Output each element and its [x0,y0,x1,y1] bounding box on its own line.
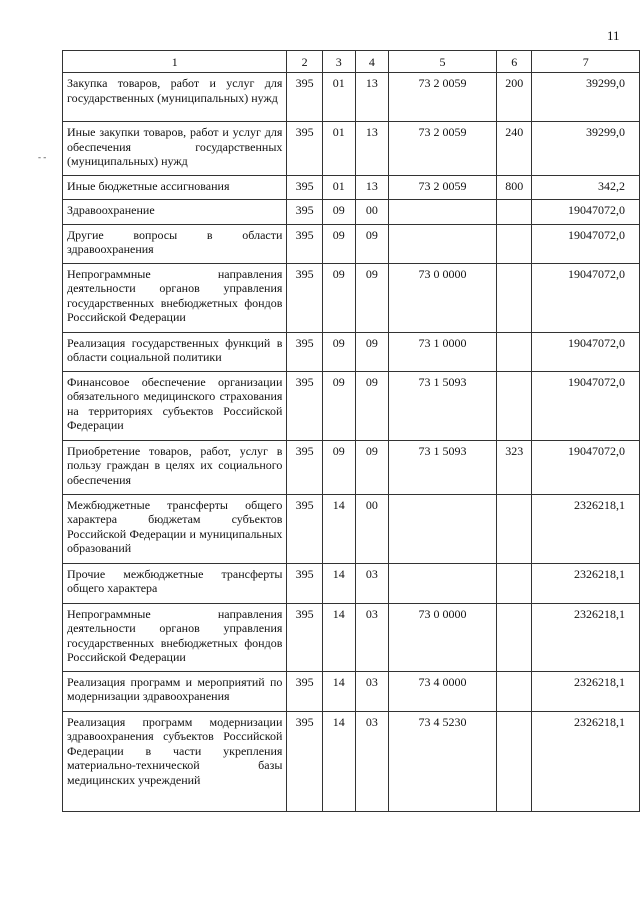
row-sum: 19047072,0 [532,224,640,263]
header-cell: 4 [355,51,388,73]
row-podrazdel: 03 [355,563,388,603]
table-row [63,200,640,225]
row-target-article: 73 0 0000 [388,263,496,332]
table-row [63,603,640,671]
row-expense-type [497,224,532,263]
row-expense-type [497,263,532,332]
row-podrazdel: 09 [355,224,388,263]
row-grbs: 395 [287,332,322,371]
table-row [63,371,640,440]
header-cell: 7 [532,51,640,73]
row-sum: 2326218,1 [532,494,640,563]
row-grbs: 395 [287,563,322,603]
row-grbs: 395 [287,603,322,671]
row-name: Иные бюджетные ассигнования [63,175,287,200]
row-name: Реализация государственных функций в области социальной политики [63,332,287,371]
header-cell: 5 [388,51,496,73]
row-razdel: 14 [322,563,355,603]
row-podrazdel: 03 [355,711,388,811]
row-expense-type [497,671,532,711]
row-razdel: 14 [322,671,355,711]
row-target-article: 73 2 0059 [388,73,496,122]
row-expense-type [497,371,532,440]
row-podrazdel: 03 [355,671,388,711]
row-target-article [388,200,496,225]
row-expense-type: 323 [497,440,532,494]
row-expense-type [497,711,532,811]
row-grbs: 395 [287,73,322,122]
row-podrazdel: 03 [355,603,388,671]
row-razdel: 09 [322,200,355,225]
row-target-article: 73 4 0000 [388,671,496,711]
table-row [63,563,640,603]
table-row [63,494,640,563]
row-razdel: 01 [322,73,355,122]
row-razdel: 09 [322,263,355,332]
row-razdel: 14 [322,494,355,563]
row-target-article: 73 1 5093 [388,371,496,440]
row-name: Другие вопросы в области здравоохранения [63,224,287,263]
row-name: Здравоохранение [63,200,287,225]
row-name: Непрограммные направления деятельности органов управления государственных внебюджетных фондов Российской Федерации [63,263,287,332]
table-row [63,73,640,122]
row-sum: 19047072,0 [532,200,640,225]
row-grbs: 395 [287,494,322,563]
row-podrazdel: 09 [355,371,388,440]
table-row [63,175,640,200]
row-sum: 2326218,1 [532,603,640,671]
header-row [63,51,640,73]
row-expense-type: 800 [497,175,532,200]
row-name: Прочие межбюджетные трансферты общего характера [63,563,287,603]
row-target-article: 73 0 0000 [388,603,496,671]
row-sum: 342,2 [532,175,640,200]
table-row [63,332,640,371]
row-target-article [388,494,496,563]
row-target-article [388,224,496,263]
row-grbs: 395 [287,711,322,811]
header-cell: 3 [322,51,355,73]
row-razdel: 14 [322,711,355,811]
row-sum: 19047072,0 [532,440,640,494]
row-grbs: 395 [287,224,322,263]
row-target-article [388,563,496,603]
row-target-article: 73 2 0059 [388,122,496,176]
row-name: Реализация программ модернизации здравоохранения субъектов Российской Федерации в части укрепления материально-технической базы медицинских учреждений [63,711,287,811]
row-podrazdel: 00 [355,494,388,563]
table-row [63,711,640,811]
table-row [63,224,640,263]
row-podrazdel: 09 [355,440,388,494]
row-razdel: 09 [322,224,355,263]
row-sum: 2326218,1 [532,563,640,603]
row-name: Иные закупки товаров, работ и услуг для обеспечения государственных (муниципальных) нужд [63,122,287,176]
row-grbs: 395 [287,440,322,494]
row-expense-type [497,200,532,225]
row-expense-type [497,603,532,671]
row-razdel: 14 [322,603,355,671]
row-podrazdel: 13 [355,122,388,176]
row-podrazdel: 00 [355,200,388,225]
row-sum: 39299,0 [532,73,640,122]
row-sum: 2326218,1 [532,671,640,711]
row-podrazdel: 13 [355,175,388,200]
row-target-article: 73 2 0059 [388,175,496,200]
row-sum: 2326218,1 [532,711,640,811]
header-cell: 2 [287,51,322,73]
row-sum: 19047072,0 [532,263,640,332]
row-name: Приобретение товаров, работ, услуг в пользу граждан в целях их социального обеспечения [63,440,287,494]
row-razdel: 09 [322,332,355,371]
row-expense-type [497,332,532,371]
row-expense-type: 200 [497,73,532,122]
row-podrazdel: 13 [355,73,388,122]
row-sum: 19047072,0 [532,371,640,440]
row-target-article: 73 1 5093 [388,440,496,494]
row-razdel: 01 [322,175,355,200]
row-razdel: 01 [322,122,355,176]
row-grbs: 395 [287,175,322,200]
page-number: 11 [607,28,620,43]
row-name: Финансовое обеспечение организации обязательного медицинского страхования на территориях субъектов Российской Федерации [63,371,287,440]
row-name: Закупка товаров, работ и услуг для государственных (муниципальных) нужд [63,73,287,122]
row-grbs: 395 [287,671,322,711]
row-name: Реализация программ и мероприятий по модернизации здравоохранения [63,671,287,711]
row-name: Непрограммные направления деятельности органов управления государственных внебюджетных фондов Российской Федерации [63,603,287,671]
table-row [63,671,640,711]
row-grbs: 395 [287,371,322,440]
row-podrazdel: 09 [355,332,388,371]
row-podrazdel: 09 [355,263,388,332]
row-expense-type [497,563,532,603]
row-grbs: 395 [287,122,322,176]
row-sum: 19047072,0 [532,332,640,371]
row-razdel: 09 [322,371,355,440]
row-target-article: 73 1 0000 [388,332,496,371]
row-grbs: 395 [287,200,322,225]
row-target-article: 73 4 5230 [388,711,496,811]
row-expense-type: 240 [497,122,532,176]
table-row [63,122,640,176]
stray-mark: - - [38,152,47,162]
header-cell: 6 [497,51,532,73]
header-cell: 1 [63,51,287,73]
row-name: Межбюджетные трансферты общего характера бюджетам субъектов Российской Федерации и муниципальных образований [63,494,287,563]
row-sum: 39299,0 [532,122,640,176]
row-razdel: 09 [322,440,355,494]
table-row [63,440,640,494]
row-expense-type [497,494,532,563]
budget-table [62,50,640,812]
table-row [63,263,640,332]
row-grbs: 395 [287,263,322,332]
